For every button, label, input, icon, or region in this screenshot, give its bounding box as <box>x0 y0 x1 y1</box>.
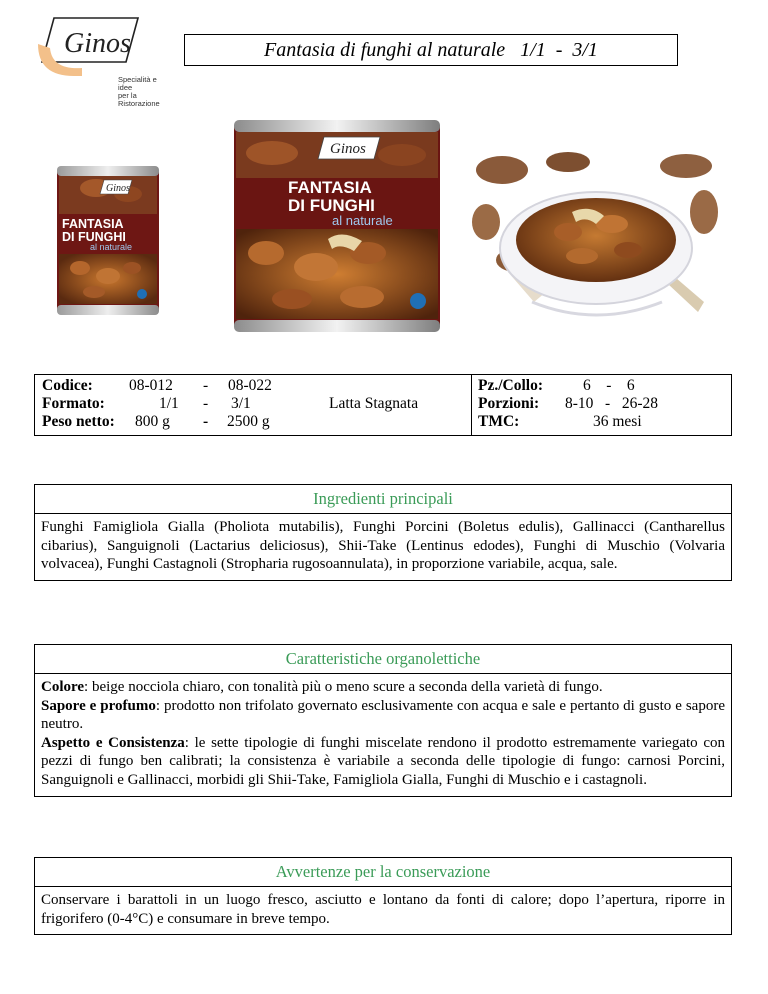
small-can-label-line1: FANTASIA <box>62 217 124 231</box>
tmc-value: 36 mesi <box>593 413 642 430</box>
aspetto-paragraph <box>41 734 725 790</box>
product-can-large-image <box>232 117 442 335</box>
aspetto-text: : le sette tipologie di funghi miscelate rendono il prodotto estremamente variegato con pezzi di fungo ben calibrati; la consistenza è variabile a seconda delle tipologie di fungo: carnosi Porcini, Sanguignoli e Gallinacci, morbidi gli Shii-Take, Famigliola Gialla, Funghi di Muschio e i castagnoli. <box>41 734 725 788</box>
formato-separator: - <box>203 395 209 412</box>
ingredienti-heading: Ingredienti principali <box>35 485 731 514</box>
avvertenze-text: Conservare i barattoli in un luogo fresco, asciutto e lontano da fonti di calore; dopo l’apertura, riporre in frigorifero (0-4°C) e consumare in breve tempo. <box>41 892 725 927</box>
logo-tagline <box>118 76 164 108</box>
large-can-label-line2: DI FUNGHI <box>288 196 375 215</box>
colore-text: : beige nocciola chiaro, con tonalità più o meno scure a seconda della varietà di fungo. <box>84 679 603 695</box>
small-can-label-line2: DI FUNGHI <box>62 230 126 244</box>
codice-separator: - <box>203 377 209 394</box>
peso-value-b: 2500 g <box>227 413 270 430</box>
spec-table <box>34 374 732 436</box>
collo-value: 6 - 6 <box>583 377 635 394</box>
peso-separator: - <box>203 413 209 430</box>
caratteristiche-section <box>34 644 732 797</box>
formato-label: Formato: <box>42 395 105 412</box>
porzioni-value: 8-10 - 26-28 <box>565 395 658 412</box>
formato-value-a: 1/1 <box>159 395 179 412</box>
codice-value-b: 08-022 <box>228 377 272 394</box>
peso-label: Peso netto: <box>42 413 115 430</box>
codice-label: Codice: <box>42 377 93 394</box>
spec-divider <box>471 375 472 435</box>
peso-value-a: 800 g <box>135 413 170 430</box>
packaging-value: Latta Stagnata <box>329 395 419 412</box>
ginos-logo <box>34 14 164 108</box>
sapore-text: : prodotto non trifolato governato esclusivamente con acqua e sale e pertanto di gusto e sapore neutro. <box>41 697 725 733</box>
aspetto-label: Aspetto e Consistenza <box>41 734 185 751</box>
caratteristiche-body <box>35 674 731 796</box>
product-can-small-image <box>56 164 160 317</box>
avvertenze-heading: Avvertenze per la conservazione <box>35 858 731 887</box>
title-box <box>184 34 678 66</box>
logo-tagline-line1: Specialità e idee <box>118 75 157 92</box>
formato-value-b: 3/1 <box>231 395 251 412</box>
small-can-label-line3: al naturale <box>90 242 133 252</box>
colore-label: Colore <box>41 679 85 695</box>
logo-tagline-line2: per la Ristorazione <box>118 91 160 108</box>
sapore-label: Sapore e profumo <box>41 697 156 714</box>
ingredienti-body <box>35 514 731 580</box>
collo-label: Pz./Collo: <box>478 377 543 394</box>
caratteristiche-heading: Caratteristiche organolettiche <box>35 645 731 674</box>
avvertenze-section <box>34 857 732 935</box>
page-title: Fantasia di funghi al naturale 1/1 - 3/1 <box>264 38 598 61</box>
ingredienti-text: Funghi Famigliola Gialla (Pholiota mutabilis), Funghi Porcini (Boletus edulis), Gallinacci (Cantharellus cibarius), Sanguignoli (Lactarius deliciosus), Shii-Take (Lentinus edodes), Funghi di Muschio (Volvaria volvacea), Funghi Castagnoli (Stropharia rugosoannulata), in proporzione variabile, acqua, sale. <box>41 519 725 573</box>
mushroom-bowl-image <box>472 152 718 326</box>
svg-text:Ginos: Ginos <box>330 141 366 157</box>
svg-text:Ginos: Ginos <box>64 28 131 59</box>
colore-paragraph <box>41 678 725 697</box>
codice-value-a: 08-012 <box>129 377 173 394</box>
large-can-label-line1: FANTASIA <box>288 178 372 197</box>
svg-text:Ginos: Ginos <box>106 183 130 194</box>
porzioni-label: Porzioni: <box>478 395 540 412</box>
avvertenze-body <box>35 887 731 934</box>
sapore-paragraph <box>41 697 725 734</box>
tmc-label: TMC: <box>478 413 520 430</box>
ingredienti-section <box>34 484 732 581</box>
large-can-label-line3: al naturale <box>332 213 393 228</box>
